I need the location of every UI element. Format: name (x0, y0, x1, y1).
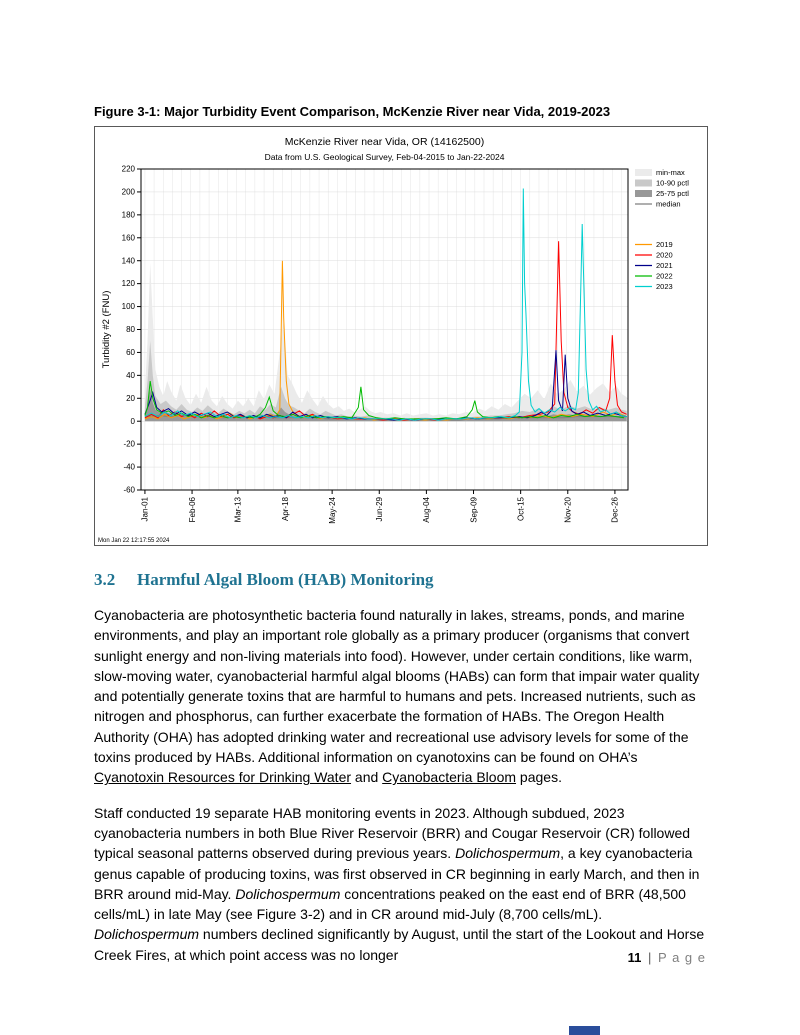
svg-text:2022: 2022 (656, 271, 673, 281)
text-run: Dolichospermum (455, 845, 561, 862)
svg-text:Mar-13: Mar-13 (233, 497, 243, 523)
svg-text:-20: -20 (123, 439, 135, 449)
svg-text:Sep-09: Sep-09 (469, 497, 479, 523)
svg-text:25-75 pctl: 25-75 pctl (656, 189, 689, 198)
footer-page-label: P a g e (658, 950, 706, 965)
svg-text:Data from U.S. Geological Surv: Data from U.S. Geological Survey, Feb-04-2015 to Jan-22-2024 (264, 152, 505, 162)
text-run: Dolichospermum (94, 926, 200, 943)
svg-text:min-max: min-max (656, 168, 685, 177)
svg-text:median: median (656, 199, 681, 209)
svg-text:0: 0 (130, 416, 135, 426)
svg-text:60: 60 (126, 348, 135, 358)
turbidity-chart-figure (94, 126, 708, 546)
svg-text:Mon Jan 22 12:17:55 2024: Mon Jan 22 12:17:55 2024 (98, 538, 170, 544)
svg-text:Aug-04: Aug-04 (422, 497, 432, 523)
svg-text:Dec-26: Dec-26 (610, 497, 620, 523)
svg-text:2021: 2021 (656, 261, 673, 270)
hyperlink[interactable]: Cyanobacteria Bloom (382, 769, 517, 786)
section-number: 3.2 (94, 570, 116, 589)
hyperlink[interactable]: Cyanotoxin Resources for Drinking Water (94, 769, 352, 786)
text-run: concentrations peaked on the east end of BRR (48,500 cells/mL) in late May (see Figure 3-2) and in CR around mid-July (8,700 cells/mL). (94, 885, 686, 923)
svg-text:200: 200 (121, 187, 135, 197)
page-footer (628, 950, 706, 965)
text-run: and (351, 769, 383, 786)
svg-text:Apr-18: Apr-18 (280, 497, 290, 522)
svg-text:80: 80 (126, 325, 135, 335)
svg-text:Nov-20: Nov-20 (563, 497, 573, 523)
svg-text:Oct-15: Oct-15 (516, 497, 526, 522)
text-run: Dolichospermum (235, 885, 341, 902)
turbidity-chart (95, 127, 707, 545)
text-run: Cyanobacteria are photosynthetic bacteria found naturally in lakes, streams, ponds, and marine environments, and play an important role globally as a primary producer (organisms that convert sunlight energy and non-living materials into food). However, under certain conditions, like warm, slow-moving water, cyanobacterial harmful algal blooms (HABs) can form that impair water quality and potentially generate toxins that are harmful to humans and pets. Increased nutrients, such as nitrogen and phosphorus, can further exacerbate the formation of HABs. The Oregon Health Authority (OHA) has adopted drinking water and recreational use advisory levels for some of the toxins produced by HABs. Additional information on cyanotoxins can be found on OHA’s (94, 607, 700, 766)
svg-text:140: 140 (121, 256, 135, 266)
svg-text:160: 160 (121, 233, 135, 243)
svg-text:40: 40 (126, 370, 135, 380)
section-title: Harmful Algal Bloom (HAB) Monitoring (137, 570, 434, 589)
page-content (94, 104, 706, 965)
text-run: Staff conducted 19 separate HAB monitoring events in 2023. Although subdued, 2023 cyanobacteria numbers in both Blue River Reservoir (BRR) and Cougar Reservoir (CR) followed typical seasonal patterns observed during previous years. (94, 804, 691, 862)
svg-text:McKenzie River near Vida, OR (: McKenzie River near Vida, OR (14162500) (284, 136, 485, 148)
paragraph-cyanobacteria-intro (94, 605, 706, 788)
svg-text:10-90 pctl: 10-90 pctl (656, 178, 689, 188)
figure-caption: Figure 3-1: Major Turbidity Event Comparison, McKenzie River near Vida, 2019-2023 (94, 104, 611, 119)
svg-text:-40: -40 (123, 462, 135, 472)
svg-text:-60: -60 (123, 485, 135, 495)
text-run: pages. (516, 769, 562, 786)
svg-text:2019: 2019 (656, 240, 673, 249)
svg-text:2023: 2023 (656, 282, 673, 291)
svg-text:20: 20 (126, 393, 135, 403)
svg-text:100: 100 (121, 302, 135, 312)
svg-text:May-24: May-24 (327, 497, 337, 524)
svg-text:180: 180 (121, 210, 135, 220)
svg-text:Turbidity #2 (FNU): Turbidity #2 (FNU) (101, 290, 112, 369)
page-number: 11 (627, 950, 642, 965)
svg-text:Jan-01: Jan-01 (140, 497, 150, 522)
section-heading (94, 570, 706, 590)
svg-text:220: 220 (121, 164, 135, 174)
text-run: , a key cyanobacteria genus capable of producing toxins, was first observed in CR beginning in early March, and then in BRR around mid-May. (94, 845, 700, 902)
footer-separator: | (648, 950, 652, 965)
text-run: numbers declined significantly by August, until the start of the Lookout and Horse Creek Fires, at which point access was no longer (94, 926, 705, 963)
svg-text:2020: 2020 (656, 250, 673, 260)
svg-text:Jun-29: Jun-29 (375, 497, 385, 522)
bottom-blue-artifact (569, 1026, 600, 1035)
svg-text:120: 120 (121, 279, 135, 289)
svg-text:Feb-06: Feb-06 (187, 497, 197, 523)
paragraph-hab-monitoring (94, 803, 706, 965)
